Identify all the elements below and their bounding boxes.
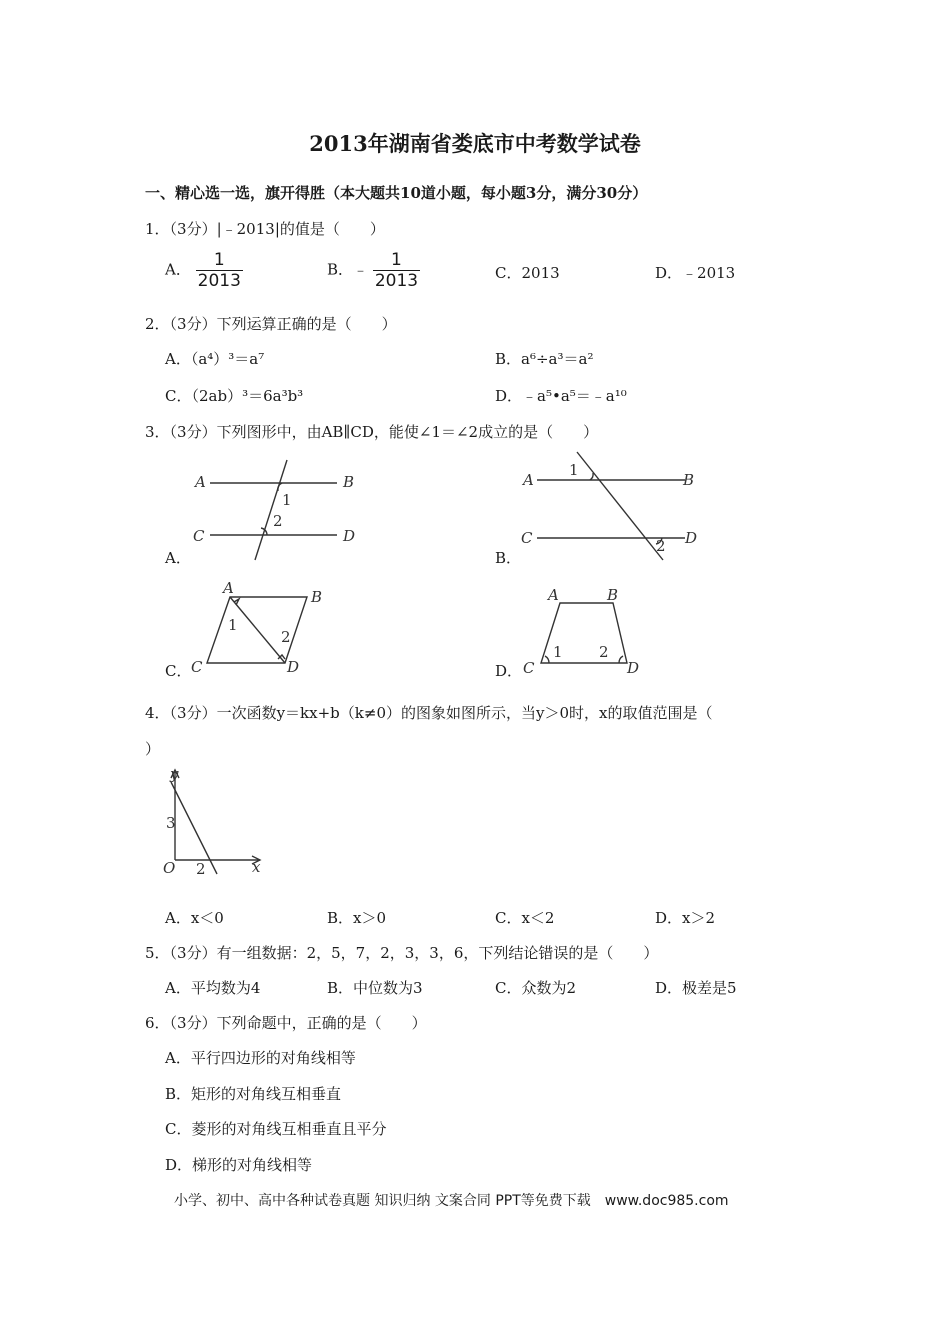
- angle-2-arc: [619, 656, 623, 663]
- question-3-option-a: A．: [165, 549, 191, 567]
- question-6-option-d: D．梯形的对角线相等: [165, 1156, 313, 1174]
- fraction-b: [373, 250, 420, 291]
- question-1-option-d: D．﹣2013: [655, 264, 736, 282]
- question-5-option-c: C．众数为2: [495, 979, 577, 997]
- question-3-option-d: D．: [495, 662, 523, 680]
- angle-1-mark: [234, 599, 239, 605]
- question-2-option-a: A．（a⁴）³＝a⁷: [165, 350, 265, 368]
- angle-2-label: 2: [273, 512, 283, 530]
- angle-1-label: 1: [228, 616, 238, 634]
- fraction-a-denominator: 2013: [197, 271, 241, 291]
- point-a-label: A: [195, 473, 206, 491]
- section-heading: 一、精心选一选，旗开得胜（本大题共10道小题，每小题3分，满分30分）: [145, 184, 648, 202]
- y-intercept-label: 3: [166, 814, 176, 832]
- x-intercept-label: 2: [196, 860, 206, 878]
- question-2-option-b: B．a⁶÷a³＝a²: [495, 350, 594, 368]
- figure-4-graph: [158, 762, 273, 882]
- question-2-option-c: C．（2ab）³＝6a³b³: [165, 387, 304, 405]
- angle-1-label: 1: [553, 643, 563, 661]
- figure-3c: [185, 580, 345, 685]
- point-c-label: C: [523, 659, 535, 677]
- point-b-label: B: [607, 586, 619, 604]
- point-a-label: A: [223, 580, 234, 597]
- y-axis-label: y: [170, 765, 179, 783]
- angle-1-label: 1: [282, 491, 292, 509]
- question-4-option-b: B．x＞0: [327, 909, 387, 927]
- point-b-label: B: [343, 473, 355, 491]
- question-2-option-d: D．﹣a⁵•a⁵＝﹣a¹⁰: [495, 387, 627, 405]
- question-3-option-b: B．: [495, 549, 522, 567]
- origin-label: O: [163, 859, 176, 877]
- question-6-stem: 6．（3分）下列命题中，正确的是（ ）: [145, 1014, 427, 1032]
- question-6-option-c: C．菱形的对角线互相垂直且平分: [165, 1120, 387, 1138]
- figure-3b: [515, 450, 715, 565]
- point-d-label: D: [627, 659, 640, 677]
- angle-2-label: 2: [599, 643, 609, 661]
- point-c-label: C: [191, 658, 203, 676]
- fraction-a-numerator: 1: [196, 250, 243, 271]
- fraction-a: [196, 250, 243, 291]
- angle-1-label: 1: [569, 461, 579, 479]
- point-d-label: D: [685, 529, 698, 547]
- question-1-option-b: [327, 250, 420, 291]
- point-c-label: C: [193, 527, 205, 545]
- option-b-label: B．﹣: [327, 260, 369, 279]
- question-5-option-a: A．平均数为4: [165, 979, 261, 997]
- option-a-label: A．: [165, 260, 191, 279]
- figure-3a: [185, 455, 375, 565]
- angle-1-arc: [545, 656, 549, 663]
- x-axis-label: x: [252, 858, 261, 876]
- question-6-option-b: B．矩形的对角线互相垂直: [165, 1085, 342, 1103]
- page-title: 2013年湖南省娄底市中考数学试卷: [309, 131, 641, 156]
- question-3-option-c: C．: [165, 662, 192, 680]
- question-4-stem: 4．（3分）一次函数y＝kx+b（k≠0）的图象如图所示，当y＞0时，x的取值范围是（: [145, 704, 713, 722]
- angle-2-label: 2: [281, 628, 291, 646]
- question-4-option-d: D．x＞2: [655, 909, 716, 927]
- question-1-option-c: C．2013: [495, 264, 560, 282]
- question-4-stem-end: ）: [145, 740, 161, 758]
- question-3-stem: 3．（3分）下列图形中，由AB∥CD，能使∠1＝∠2成立的是（ ）: [145, 423, 599, 441]
- question-5-stem: 5．（3分）有一组数据：2，5，7，2，3，3，6，下列结论错误的是（ ）: [145, 944, 659, 962]
- point-b-label: B: [311, 588, 323, 606]
- angle-1-arc: [278, 483, 282, 491]
- point-d-label: D: [287, 658, 300, 676]
- question-2-stem: 2．（3分）下列运算正确的是（ ）: [145, 315, 397, 333]
- diagonal-ad: [230, 597, 285, 663]
- question-5-option-d: D．极差是5: [655, 979, 737, 997]
- question-4-option-a: A．x＜0: [165, 909, 224, 927]
- point-d-label: D: [343, 527, 356, 545]
- angle-1-arc: [590, 473, 593, 480]
- transversal: [577, 452, 663, 560]
- question-6-option-a: A．平行四边形的对角线相等: [165, 1049, 356, 1067]
- point-a-label: A: [548, 586, 559, 604]
- point-b-label: B: [683, 471, 695, 489]
- figure-3d: [515, 585, 655, 685]
- fraction-b-numerator: 1: [373, 250, 420, 271]
- transversal: [255, 460, 287, 560]
- point-a-label: A: [523, 471, 534, 489]
- point-c-label: C: [521, 529, 533, 547]
- question-1-option-a: [165, 250, 243, 291]
- question-4-option-c: C．x＜2: [495, 909, 555, 927]
- fraction-b-denominator: 2013: [374, 271, 419, 291]
- angle-2-label: 2: [656, 537, 666, 555]
- question-5-option-b: B．中位数为3: [327, 979, 423, 997]
- footer-watermark: 小学、初中、高中各种试卷真题 知识归纳 文案合同 PPT等免费下载 www.doc985.com: [174, 1193, 729, 1209]
- question-1-stem: 1．（3分）|﹣2013|的值是（ ）: [145, 220, 385, 238]
